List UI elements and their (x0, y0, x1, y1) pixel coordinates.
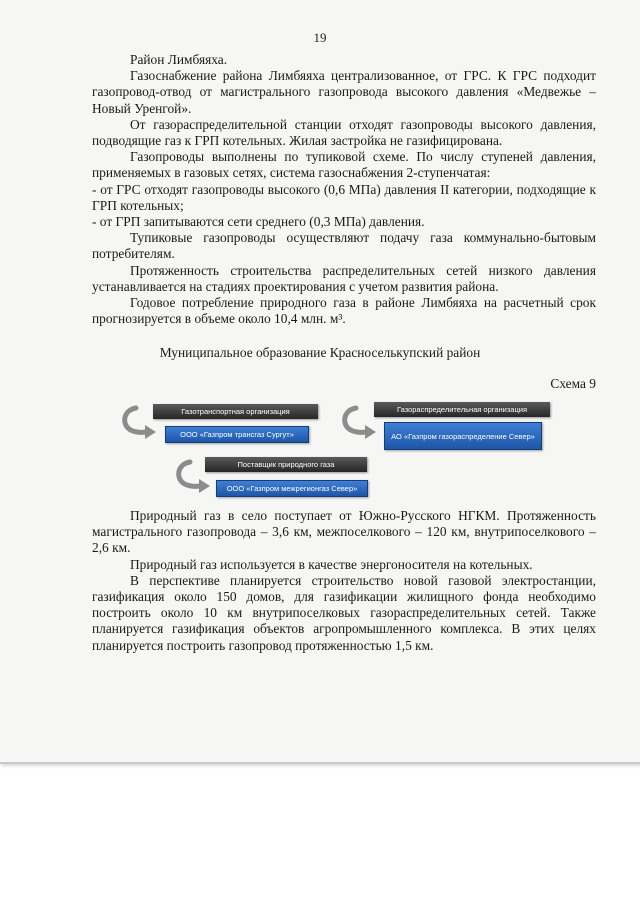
section-title: Муниципальное образование Красноселькупский район (159, 345, 481, 360)
supplier-header: Поставщик природного газа (205, 457, 367, 472)
paragraph: Район Лимбяяха. (130, 52, 228, 67)
supplier-value: ООО «Газпром межрегионгаз Север» (216, 480, 368, 497)
paragraph: Годовое потребление природного газа в районе Лимбяяха на расчетный срок прогнозируется в объеме около 10,4 млн. м³. (92, 295, 596, 327)
paragraph: Газоснабжение района Лимбяяха централизованное, от ГРС. К ГРС подходит газопровод-отвод от магистрального газопровода высокого давления «Медвежье – Новый Уренгой». (92, 68, 596, 116)
transport-org-header: Газотранспортная организация (153, 404, 318, 419)
text-block-krasnoselkup (92, 508, 596, 654)
paragraph: Тупиковые газопроводы осуществляют подачу газа коммунально-бытовым потребителям. (92, 230, 596, 262)
list-item: - от ГРП запитываются сети среднего (0,3 МПа) давления. (92, 214, 425, 230)
distribution-org-header: Газораспределительная организация (374, 402, 550, 417)
paragraph: Природный газ в село поступает от Южно-Русского НГКМ. Протяженность магистрального газопровода – 3,6 км, межпоселкового – 120 км, внутрипоселкового – 2,6 км. (92, 508, 596, 556)
paragraph: Протяженность строительства распределительных сетей низкого давления устанавливается на стадиях проектирования с учетом развития района. (92, 262, 596, 294)
curved-arrow-icon (338, 404, 378, 440)
curved-arrow-icon (118, 404, 158, 440)
distribution-org-value: АО «Газпром газораспределение Север» (384, 422, 542, 450)
paragraph: От газораспределительной станции отходят газопроводы высокого давления, подводящие газ к ГРП котельных. Жилая застройка не газифицирована. (92, 116, 596, 149)
paragraph: Природный газ используется в качестве энергоносителя на котельных. (130, 556, 533, 572)
page-number: 19 (313, 30, 327, 45)
scheme-label: Схема 9 (550, 376, 596, 391)
paragraph: Газопроводы выполнены по тупиковой схеме. По числу ступеней давления, применяемых в газовых сетях, система газоснабжения 2-ступенчатая: (92, 149, 596, 181)
list-item: - от ГРС отходят газопроводы высокого (0,6 МПа) давления II категории, подходящие к ГРП котельных; (92, 181, 596, 213)
transport-org-value: ООО «Газпром трансгаз Сургут» (165, 426, 309, 443)
text-block-limbyayakha (92, 52, 596, 327)
paragraph: В перспективе планируется строительство новой газовой электростанции, газификация около 150 домов, для газификации жилищного фонда необходимо построить около 10 км внутрипоселковых газораспределительных сетей. Также планируется газификация объектов агропромышленного комплекса. В этих целях планируется построить газопровод протяженностью 1,5 км. (92, 572, 596, 653)
